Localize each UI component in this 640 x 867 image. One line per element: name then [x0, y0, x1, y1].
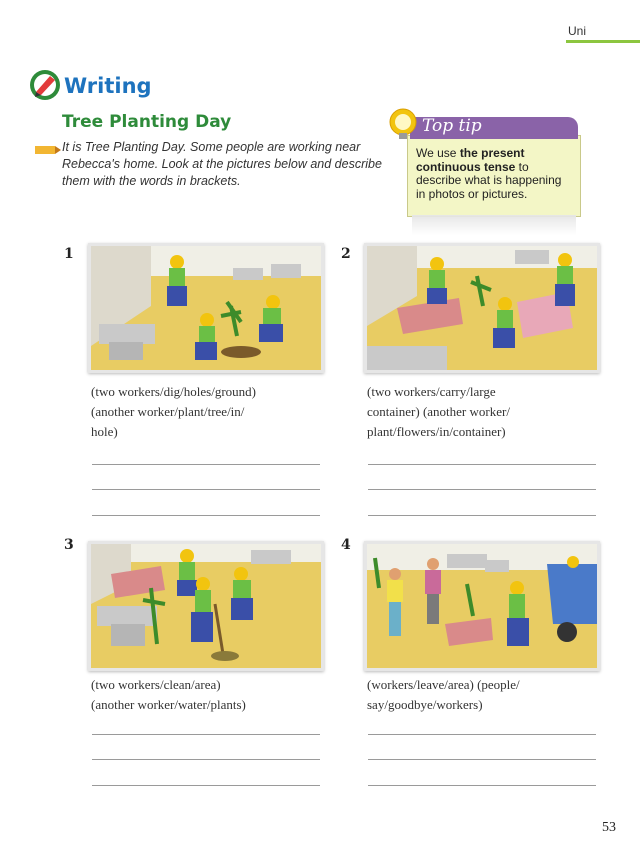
answer-line[interactable] [92, 489, 320, 490]
section-title: Writing [64, 74, 152, 98]
answer-line[interactable] [368, 759, 596, 760]
tip-title: Top tip [422, 116, 482, 136]
exercise-number: 2 [341, 246, 351, 262]
answer-line[interactable] [92, 515, 320, 516]
exercise-picture [364, 243, 600, 373]
exercise-picture [88, 243, 324, 373]
pencil-icon [35, 145, 61, 155]
prompt-line: (two workers/carry/large [367, 384, 496, 399]
exercise-prompt [367, 675, 607, 715]
exercise-picture [364, 541, 600, 671]
unit-bar [566, 40, 640, 43]
answer-line[interactable] [368, 734, 596, 735]
exercise-number: 4 [341, 537, 351, 553]
answer-line[interactable] [92, 734, 320, 735]
people-waving-illustration [367, 544, 597, 668]
exercise-prompt [91, 675, 331, 715]
answer-line[interactable] [92, 785, 320, 786]
answer-line[interactable] [368, 489, 596, 490]
lightbulb-icon [388, 108, 418, 142]
answer-line[interactable] [368, 464, 596, 465]
answer-line[interactable] [368, 515, 596, 516]
workers-cleaning-illustration [91, 544, 321, 668]
prompt-line: hole) [91, 424, 118, 439]
answer-line[interactable] [368, 785, 596, 786]
prompt-line: (another worker/plant/tree/in/ [91, 404, 245, 419]
subtitle: Tree Planting Day [62, 112, 232, 132]
prompt-line: (workers/leave/area) (people/ [367, 677, 520, 692]
exercise-number: 1 [64, 246, 74, 262]
prompt-line: container) (another worker/ [367, 404, 510, 419]
prompt-line: (two workers/dig/holes/ground) [91, 384, 257, 399]
prompt-line: plant/flowers/in/container) [367, 424, 506, 439]
prompt-line: (another worker/water/plants) [91, 697, 246, 712]
page-number: 53 [602, 820, 616, 835]
unit-label: Uni [568, 24, 587, 38]
exercise-picture [88, 541, 324, 671]
workers-carrying-illustration [367, 246, 597, 370]
workers-digging-illustration [91, 246, 321, 370]
exercise-prompt [367, 382, 607, 442]
pencil-writing-icon [28, 68, 62, 102]
prompt-line: say/goodbye/workers) [367, 697, 483, 712]
prompt-line: (two workers/clean/area) [91, 677, 221, 692]
instruction-text: It is Tree Planting Day. Some people are working near Rebecca's home. Look at the pictures below and describe them with the words in brackets. [62, 140, 382, 188]
answer-line[interactable] [92, 759, 320, 760]
answer-line[interactable] [92, 464, 320, 465]
tip-text: We use the present continuous tense to describe what is happening in photos or pictures. [416, 146, 562, 201]
tip-shadow [412, 215, 576, 235]
exercise-prompt [91, 382, 331, 442]
exercise-number: 3 [64, 537, 74, 553]
